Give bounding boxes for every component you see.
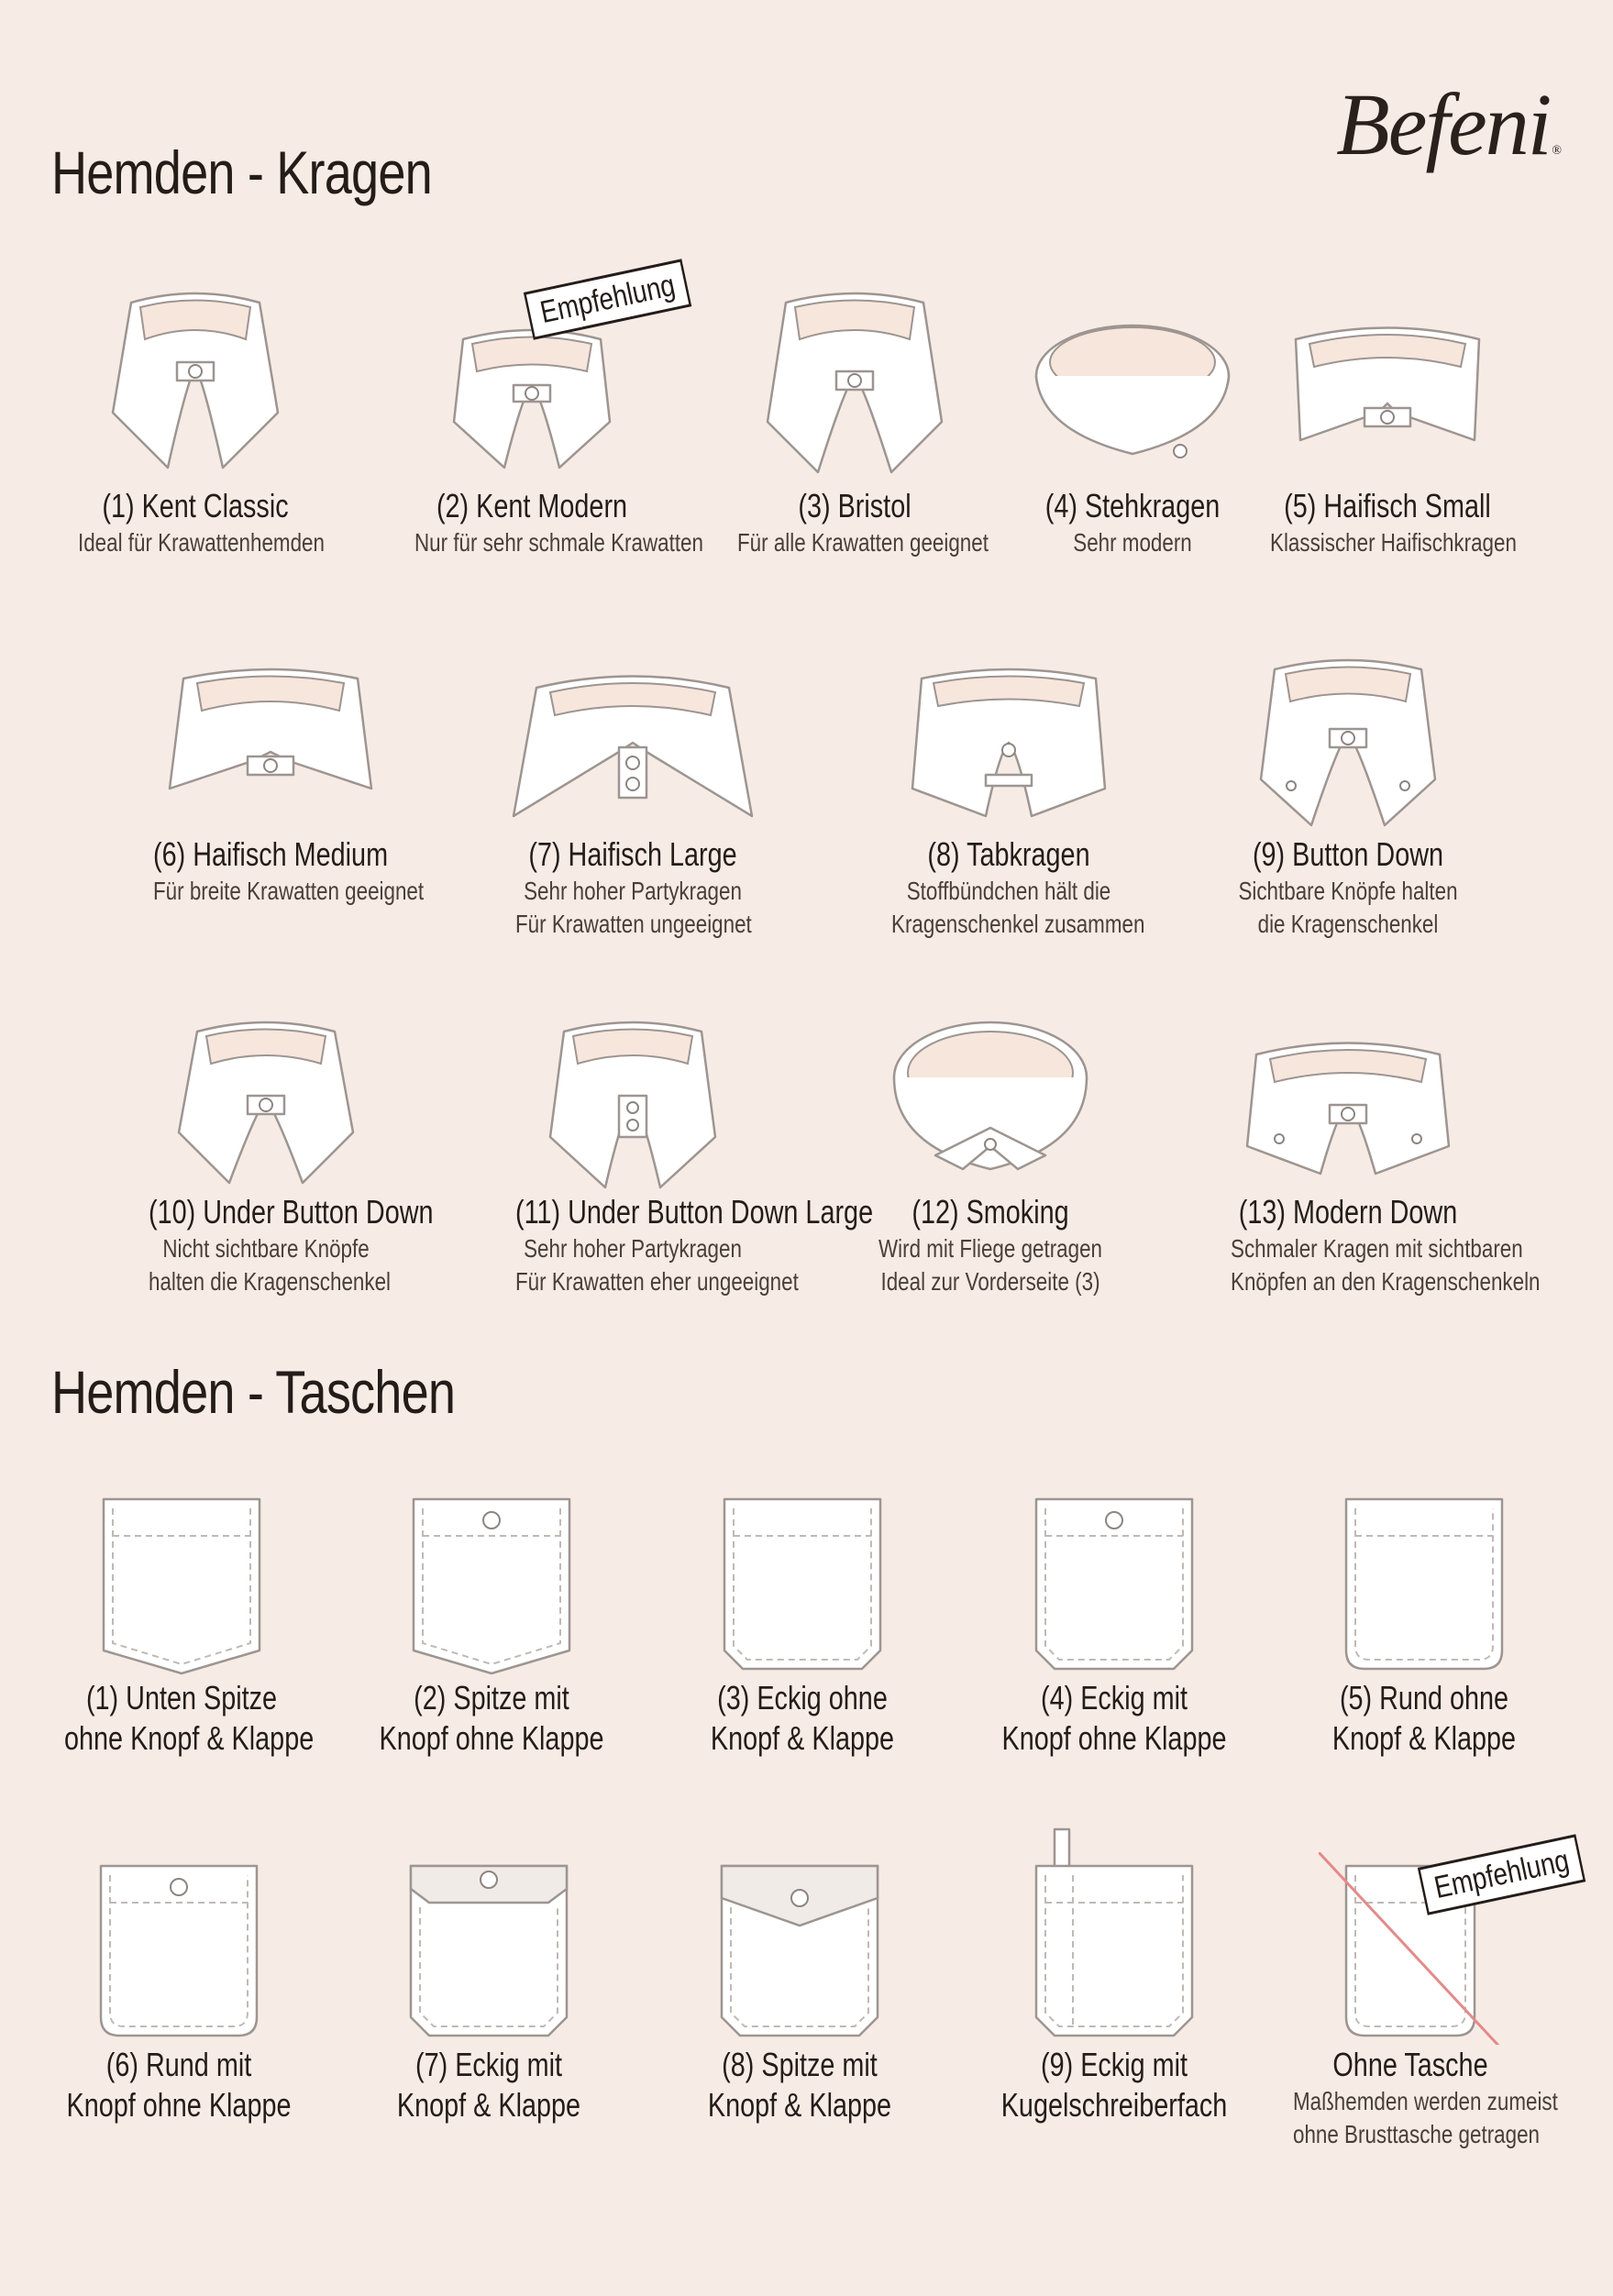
- pocket-title-2: Knopf ohne Klappe: [1001, 1719, 1227, 1757]
- collar-stehkragen[interactable]: [986, 293, 1279, 559]
- pocket-title-2: ohne Knopf & Klappe: [64, 1719, 315, 1757]
- collar-desc: Sehr modern: [1073, 528, 1192, 557]
- pocket-4[interactable]: [967, 1485, 1261, 1759]
- collar-desc-2: Für Krawatten eher ungeeignet: [515, 1267, 799, 1296]
- pocket-title-2: Knopf ohne Klappe: [379, 1719, 604, 1757]
- under-button-down-collar-icon: [156, 1009, 376, 1192]
- pocket-title: (8) Spitze mit: [722, 2046, 878, 2083]
- collar-desc: Sehr hoher Partykragen: [524, 877, 742, 905]
- pocket-title-2: Knopf & Klappe: [710, 1719, 895, 1757]
- collar-desc: Stoffbündchen hält die: [906, 877, 1111, 905]
- pocket-title: (2) Spitze mit: [414, 1679, 569, 1716]
- collar-haifisch-small[interactable]: [1241, 293, 1534, 559]
- bristol-collar-icon: [745, 275, 965, 486]
- collar-recommendation-badge: Empfehlung: [524, 259, 692, 340]
- collar-under-button-down-large[interactable]: [486, 1009, 874, 1298]
- tab-collar-icon: [899, 651, 1119, 834]
- collar-haifisch-medium[interactable]: [124, 651, 425, 908]
- pocket-title-2: Knopf & Klappe: [1331, 1719, 1517, 1757]
- pocket-2[interactable]: [345, 1485, 638, 1759]
- pocket-title-2: Kugelschreiberfach: [1000, 2086, 1228, 2124]
- button-down-collar-icon: [1238, 642, 1458, 834]
- collar-title: (12) Smoking: [911, 1193, 1069, 1231]
- pocket-title: (4) Eckig mit: [1040, 1679, 1188, 1716]
- collar-desc: Klassischer Haifischkragen: [1270, 528, 1517, 557]
- collar-under-button-down[interactable]: [119, 1009, 434, 1298]
- collar-title: (4) Stehkragen: [1044, 487, 1221, 524]
- pocket-9[interactable]: [967, 1825, 1261, 2125]
- haifisch-small-collar-icon: [1277, 293, 1497, 486]
- collar-desc: Wird mit Fliege getragen: [878, 1234, 1102, 1263]
- pocket-desc: Maßhemden werden zumeist: [1293, 2087, 1558, 2115]
- pocket-recommendation-badge: Empfehlung: [1418, 1834, 1586, 1915]
- collar-title: (1) Kent Classic: [102, 487, 289, 524]
- pocket-title: (9) Eckig mit: [1040, 2046, 1188, 2083]
- pocket-title: (7) Eckig mit: [414, 2046, 563, 2083]
- collar-bristol[interactable]: [708, 275, 1001, 559]
- collar-title: (3) Bristol: [798, 487, 911, 524]
- collar-desc-2: Kragenschenkel zusammen: [891, 910, 1145, 938]
- collar-desc: Nur für sehr schmale Krawatten: [414, 528, 703, 557]
- haifisch-large-collar-icon: [509, 651, 757, 834]
- pocket-title: (5) Rund ohne: [1339, 1679, 1509, 1716]
- pocket-title: Ohne Tasche: [1332, 2046, 1488, 2083]
- collar-title: (10) Under Button Down: [149, 1193, 434, 1231]
- collar-title: (9) Button Down: [1252, 835, 1444, 873]
- collar-desc-2: Für Krawatten ungeeignet: [515, 910, 752, 938]
- haifisch-medium-collar-icon: [160, 651, 381, 834]
- collar-kent-classic[interactable]: [49, 275, 342, 559]
- collar-title: (11) Under Button Down Large: [515, 1193, 874, 1231]
- pocket-6[interactable]: [32, 1852, 326, 2125]
- kent-classic-collar-icon: [85, 275, 305, 486]
- brand-logo: Befeni ®: [1336, 75, 1560, 173]
- collar-modern-down[interactable]: [1201, 1027, 1541, 1298]
- collar-desc: Schmaler Kragen mit sichtbaren: [1231, 1234, 1523, 1263]
- pocket-pointed-flap-icon: [708, 1852, 891, 2045]
- collars-heading: Hemden - Kragen: [51, 138, 432, 206]
- collar-desc-2: die Kragenschenkel: [1257, 910, 1439, 938]
- pocket-title: (6) Rund mit: [105, 2046, 252, 2083]
- collar-desc-2: halten die Kragenschenkel: [149, 1267, 392, 1296]
- pocket-pointed-button-icon: [400, 1485, 583, 1678]
- collar-title: (6) Haifisch Medium: [153, 835, 389, 873]
- collar-tabkragen[interactable]: [862, 651, 1155, 941]
- pocket-title-2: Knopf & Klappe: [396, 2086, 581, 2124]
- collar-title: (13) Modern Down: [1238, 1193, 1458, 1231]
- collar-desc-2: Knöpfen an den Kragenschenkeln: [1231, 1267, 1541, 1296]
- pocket-square-icon: [711, 1485, 894, 1678]
- collar-haifisch-large[interactable]: [486, 651, 779, 941]
- collar-desc: Sichtbare Knöpfe halten: [1238, 877, 1458, 905]
- pocket-pen-compartment-icon: [1022, 1825, 1206, 2045]
- collar-desc: Nicht sichtbare Knöpfe: [162, 1234, 370, 1263]
- pocket-7[interactable]: [342, 1852, 635, 2125]
- pocket-1[interactable]: [35, 1485, 328, 1759]
- pocket-desc-2: ohne Brusttasche getragen: [1293, 2120, 1540, 2148]
- pocket-title: (1) Unten Spitze: [85, 1679, 278, 1716]
- under-button-down-large-collar-icon: [523, 1009, 743, 1192]
- collar-smoking[interactable]: [844, 1009, 1137, 1298]
- pocket-round-button-icon: [87, 1852, 271, 2045]
- collar-desc: Für breite Krawatten geeignet: [153, 877, 425, 905]
- stand-collar-icon: [1022, 293, 1243, 486]
- collar-desc: Ideal für Krawattenhemden: [78, 528, 325, 557]
- collar-title: (8) Tabkragen: [927, 835, 1090, 873]
- pocket-title-2: Knopf ohne Klappe: [66, 2086, 292, 2124]
- pocket-square-flap-icon: [397, 1852, 580, 2045]
- collar-desc: Für alle Krawatten geeignet: [737, 528, 989, 557]
- pocket-square-button-icon: [1022, 1485, 1206, 1678]
- pocket-5[interactable]: [1277, 1485, 1571, 1759]
- collar-desc-2: Ideal zur Vorderseite (3): [880, 1267, 1100, 1296]
- pocket-8[interactable]: [653, 1852, 946, 2125]
- collar-desc: Sehr hoher Partykragen: [524, 1234, 742, 1263]
- pockets-heading: Hemden - Taschen: [51, 1358, 456, 1426]
- pocket-title: (3) Eckig ohne: [717, 1679, 888, 1716]
- collar-title: (7) Haifisch Large: [528, 835, 737, 873]
- pocket-3[interactable]: [656, 1485, 949, 1759]
- modern-down-collar-icon: [1238, 1027, 1458, 1192]
- pocket-pointed-icon: [90, 1485, 273, 1678]
- pocket-title-2: Knopf & Klappe: [707, 2086, 892, 2124]
- pocket-round-icon: [1332, 1485, 1516, 1678]
- collar-title: (2) Kent Modern: [436, 487, 628, 524]
- collar-button-down[interactable]: [1201, 642, 1495, 941]
- collar-title: (5) Haifisch Small: [1284, 487, 1491, 524]
- smoking-collar-icon: [880, 1009, 1100, 1192]
